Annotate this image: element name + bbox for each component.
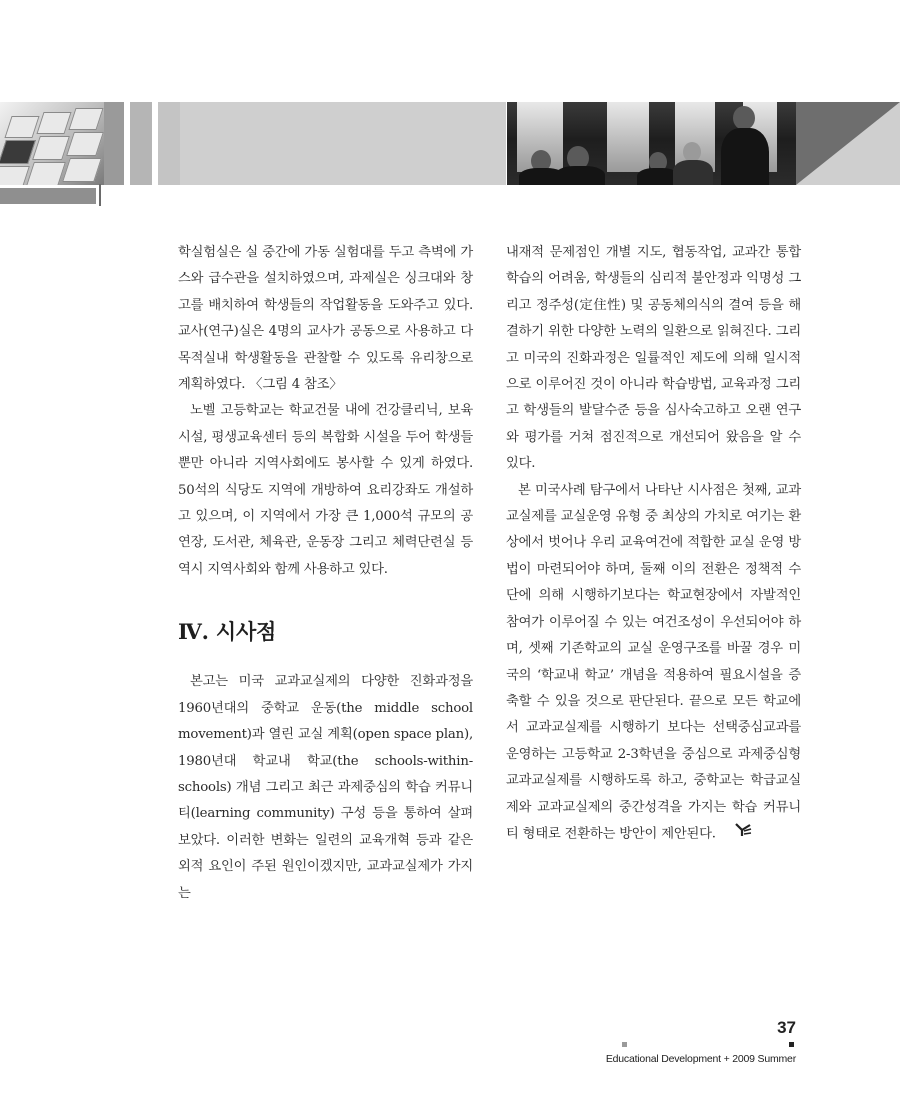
- body-paragraph: 노벨 고등학교는 학교건물 내에 건강클리닉, 보육시설, 평생교육센터 등의 복합화 시설을 두어 학생들 뿐만 아니라 지역사회에도 봉사할 수 있게 하였다. 50석의 식당도 지역에 개방하여 요리강좌도 개설하고 있으며, 이 지역에서 가장 큰 1,000석 규모의 공연장, 도서관, 체육관, 운동장 그리고 체력단련실 등 역시 지역사회와 함께 사용하고 있다.: [178, 403, 473, 577]
- banner-stripe: [104, 102, 124, 185]
- right-column: [506, 240, 801, 848]
- left-column: [178, 240, 473, 907]
- sprout-end-mark-icon: [722, 821, 752, 847]
- publication-footer: Educational Development + 2009 Summer: [605, 1053, 796, 1065]
- banner-stripe: [158, 102, 180, 185]
- header-banner: [0, 0, 900, 210]
- footer-square-marker: [789, 1042, 794, 1047]
- students-discussion-photo: [507, 102, 796, 185]
- classroom-chairs-photo: [0, 102, 104, 185]
- body-paragraph: 본고는 미국 교과교실제의 다양한 진화과정을 1960년대의 중학교 운동(the middle school movement)과 열린 교실 계획(open space plan), 1980년대 학교내 학교(the schools-within-schools) 개념 그리고 최근 과제중심의 학습 커뮤니티(learning community) 구성 등을 통하여 살펴보았다. 이러한 변화는 일련의 교육개혁 등과 같은 외적 요인이 주된 원인이겠지만, 교과교실제가 가지는: [178, 674, 473, 901]
- banner-right-triangle: [796, 102, 900, 185]
- banner-divider: [99, 184, 101, 206]
- footer-square-marker: [622, 1042, 627, 1047]
- section-heading: Ⅳ. 시사점: [178, 619, 277, 645]
- body-paragraph: 학실험실은 실 중간에 가동 실험대를 두고 측벽에 가스와 급수관을 설치하였으며, 과제실은 싱크대와 창고를 배치하여 학생들의 작업활동을 도와주고 있다. 교사(연구)실은 4명의 교사가 공동으로 사용하고 다목적실내 학생활동을 관찰할 수 있도록 유리창으로 계획하였다. 〈그림 4 참조〉: [178, 245, 473, 393]
- banner-gray-band: [180, 102, 506, 185]
- banner-stripe: [130, 102, 152, 185]
- body-paragraph-final: [506, 478, 801, 848]
- body-paragraph-text: 본 미국사례 탐구에서 나타난 시사점은 첫째, 교과교실제를 교실운영 유형 중 최상의 가치로 여기는 환상에서 벗어나 우리 교육여건에 적합한 교실 운영 방법이 마련되어야 하며, 둘째 이의 전환은 정책적 수단에 의해 시행하기보다는 학교현장에서 자발적인 참여가 이루어질 수 있는 여건조성이 우선되어야 하며, 셋째 기존학교의 교실 운영구조를 바꿀 경우 미국의 ‘학교내 학교’ 개념을 적용하여 필요시설을 증축할 수 있을 것으로 판단된다. 끝으로 모든 학교에서 교과교실제를 시행하기 보다는 선택중심교과를 운영하는 고등학교 2-3학년을 중심으로 과제중심형 교과교실제를 시행하도록 하고, 중학교는 학급교실제와 교과교실제의 중간성격을 가지는 학습 커뮤니티 형태로 전환하는 방안이 제안된다.: [506, 482, 801, 842]
- page-number: 37: [777, 1018, 796, 1037]
- banner-bar: [0, 188, 96, 204]
- body-paragraph: 내재적 문제점인 개별 지도, 협동작업, 교과간 통합학습의 어려움, 학생들의 심리적 불안정과 익명성 그리고 정주성(定住性) 및 공동체의식의 결여 등을 해결하기 위한 다양한 노력의 일환으로 읽혀진다. 그리고 미국의 진화과정은 일률적인 제도에 의해 일시적으로 이루어진 것이 아니라 학습방법, 교육과정 그리고 학생들의 발달수준 등을 심사숙고하고 오랜 연구와 평가를 거쳐 점진적으로 개선되어 왔음을 알 수 있다.: [506, 245, 801, 472]
